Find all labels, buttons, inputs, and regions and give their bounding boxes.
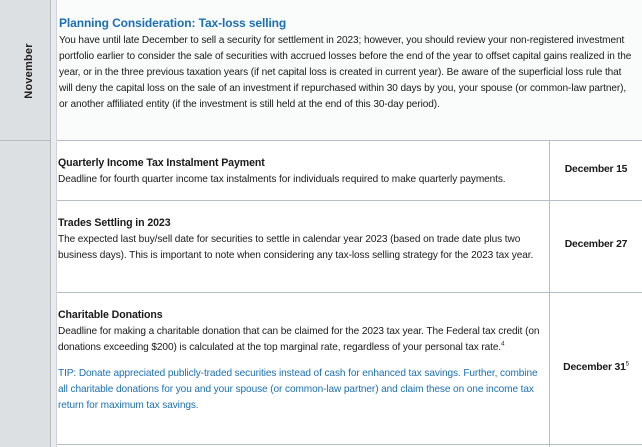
divider [57, 292, 642, 293]
table-row [58, 215, 543, 264]
row-description-text: Deadline for making a charitable donation that can be claimed for the 2023 tax year. The Federal tax credit (on donations exceeding $200) is calculated at the top marginal rate, regardless of your personal tax rate. [58, 326, 540, 353]
row-date [550, 362, 642, 373]
tip-label: TIP [58, 368, 74, 379]
planning-consideration-box [57, 0, 642, 140]
footnote-marker: 4 [501, 341, 505, 348]
row-date-text: December 31 [563, 362, 626, 373]
row-date: December 27 [564, 239, 628, 250]
row-title: Trades Settling in 2023 [58, 217, 171, 229]
planning-body: You have until late December to sell a security for settlement in 2023; however, you should review your non-registered investment portfolio earlier to consider the sale of securities with accrued losses before the end of the year to offset capital gains realized in the year, or in the three previous taxation years (if net capital loss is created in current year). Be aware of the superficial loss rule that will deny the capital loss on the sale of an investment if repurchased within 30 days by you, your spouse (or common-law partner), or another affiliated entity (if the investment is still held at the end of this 30-day period). [59, 35, 632, 110]
row-description: The expected last buy/sell date for securities to settle in calendar year 2023 (based on trade date plus two business days). This is important to note when considering any tax-loss selling strategy for the 2023 tax year. [58, 234, 534, 261]
table-row [58, 155, 543, 188]
month-band-november [0, 0, 51, 140]
row-date: December 15 [564, 164, 628, 175]
month-label: November [23, 43, 35, 99]
footnote-marker: 5 [625, 361, 629, 368]
column-divider [549, 140, 550, 447]
divider [57, 140, 642, 141]
tip-text [58, 366, 543, 414]
indent-bar [51, 140, 57, 447]
planning-title: Planning Consideration: Tax-loss selling [59, 16, 287, 30]
divider [57, 200, 642, 201]
table-row [58, 307, 543, 414]
divider [57, 444, 642, 445]
row-title: Quarterly Income Tax Instalment Payment [58, 157, 265, 169]
row-description: Deadline for fourth quarter income tax instalments for individuals required to make quarterly payments. [58, 174, 506, 185]
row-title: Charitable Donations [58, 309, 163, 321]
month-band-december [0, 140, 51, 447]
tip-body: : Donate appreciated publicly-traded securities instead of cash for enhanced tax savings. Further, combine all charitable donations for you and your spouse (or common-law partner) and claim these on one income tax return for maximum tax savings. [58, 368, 538, 411]
row-description [58, 324, 543, 356]
